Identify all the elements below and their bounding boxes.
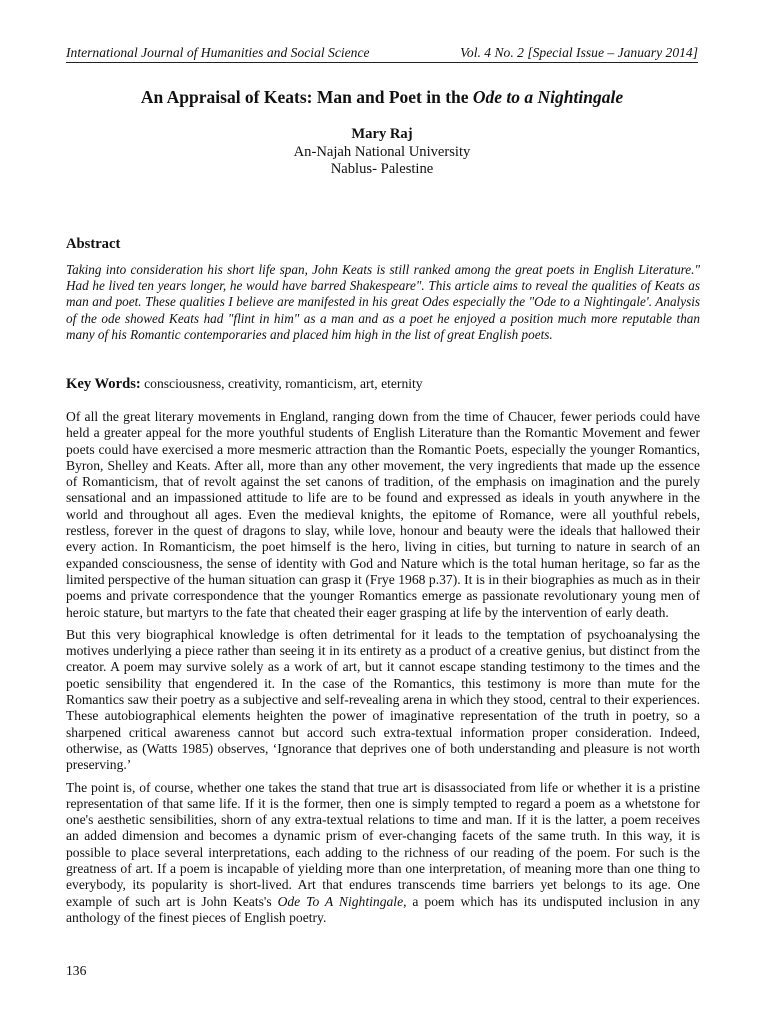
page-number: 136 (66, 963, 87, 978)
abstract-heading: Abstract (66, 236, 121, 252)
keywords-label: Key Words: (66, 376, 141, 392)
article-body (66, 409, 700, 932)
article-title-main: An Appraisal of Keats: Man and Poet in the (140, 87, 473, 107)
keywords-text: consciousness, creativity, romanticism, art, eternity (140, 376, 423, 391)
running-header (66, 45, 698, 63)
abstract-text: Taking into consideration his short life span, John Keats is still ranked among the great poets in English Literature." Had he lived ten years longer, he would have barred Shakespeare". This article aims to reveal the qualities of Keats as man and poet. These qualities I believe are manifested in his great Odes especially the "Ode to a Nightingale'. Analysis of the ode showed Keats had "flint in him" as a man and as a poet he enjoyed a position much more reputable than many of his Romantic contemporaries and placed him high in the list of great English poets. (66, 262, 700, 342)
article-title-italic: Ode to a Nightingale (472, 87, 624, 107)
body-paragraph-3-italic: Ode To A Nightingale (277, 893, 404, 909)
author-location: Nablus- Palestine (330, 161, 434, 177)
body-paragraph-3 (66, 780, 700, 927)
keywords (66, 376, 423, 392)
body-paragraph-1: Of all the great literary movements in England, ranging down from the time of Chaucer, fewer periods could have held a greater appeal for the more youthful students of English Literature than the Romantic Movement and fewer poets could have exercised a more mesmeric attraction than the Romantic Poets, especially the younger Romantics, Byron, Shelley and Keats. After all, more than any other movement, the very ingredients that made up the essence of Romanticism, that of revolt against the set canons of tradition, of the emphasis on imagination and the purely sensational and an impassioned attitude to life are to be found and expressed as ideals in youth anywhere in the world and throughout all ages. Even the medieval knights, the epitome of Romance, were all youthful rebels, restless, forever in the quest of dragons to slay, while love, honour and beauty were the ideals that hallowed their every action. In Romanticism, the poet himself is the hero, living in cities, but turning to nature in search of an expanded consciousness, the sense of identity with God and Nature which is the total human heritage, so far as the limited perspective of the human situation can grasp it (Frye 1968 p.37). It is in their biographies as much as in their poems and private correspondence that the younger Romantics emerge as passionate revolutionary young men of heroic stature, but martyrs to the fate that cheated their eager grasping at life by the intervention of early death. (66, 409, 700, 620)
article-title (66, 86, 698, 108)
author-affiliation: An-Najah National University (293, 143, 471, 160)
body-paragraph-3-start: The point is, of course, whether one takes the stand that true art is disassociated from life or whether it is a pristine representation of that same life. If it is the former, then one is simply tempted to regard a poem as a whetstone for one's aesthetic sensibilities, shorn of any extra-textual relations to time and man. If it is the latter, a poem receives an added dimension and becomes a dynamic prism of ever-changing facets of the same truth. In this way, it is possible to place several interpretations, each adding to the richness of our reading of the poem. For such is the greatness of art. If a poem is incapable of yielding more than one interpretation, of meaning more than one thing to everybody, its popularity is short-lived. Art that endures transcends time barriers yet belongs to its age. One example of such art is John Keats's (66, 779, 700, 909)
body-paragraph-2: But this very biographical knowledge is often detrimental for it leads to the temptation of psychoanalysing the motives underlying a piece rather than seeing it in its entirety as a product of a creative genius, but distinct from the creator. A poem may survive solely as a work of art, but it cannot escape standing testimony to the times and the poetic sensibility that engendered it. In the case of the Romantics, this testimony is more than mute for the Romantics saw their poetry as a subjective and self-revealing arena in which they stood, central to their experiences. These autobiographical elements heighten the power of imaginative representation of the truth in poetry, so a sharpened critical awareness cannot but accord such extra-textual information proper consideration. Indeed, otherwise, as (Watts 1985) observes, ‘Ignorance that deprives one of both understanding and pleasure is not worth preserving.’ (66, 626, 700, 773)
issue-info: Vol. 4 No. 2 [Special Issue – January 2014] (460, 45, 698, 60)
author-name: Mary Raj (351, 126, 413, 142)
body-paragraph-3-end: , a poem which has its undisputed inclusion in any anthology of the finest pieces of English poetry. (66, 893, 700, 925)
author-block (66, 126, 698, 179)
journal-name: International Journal of Humanities and Social Science (66, 45, 370, 60)
